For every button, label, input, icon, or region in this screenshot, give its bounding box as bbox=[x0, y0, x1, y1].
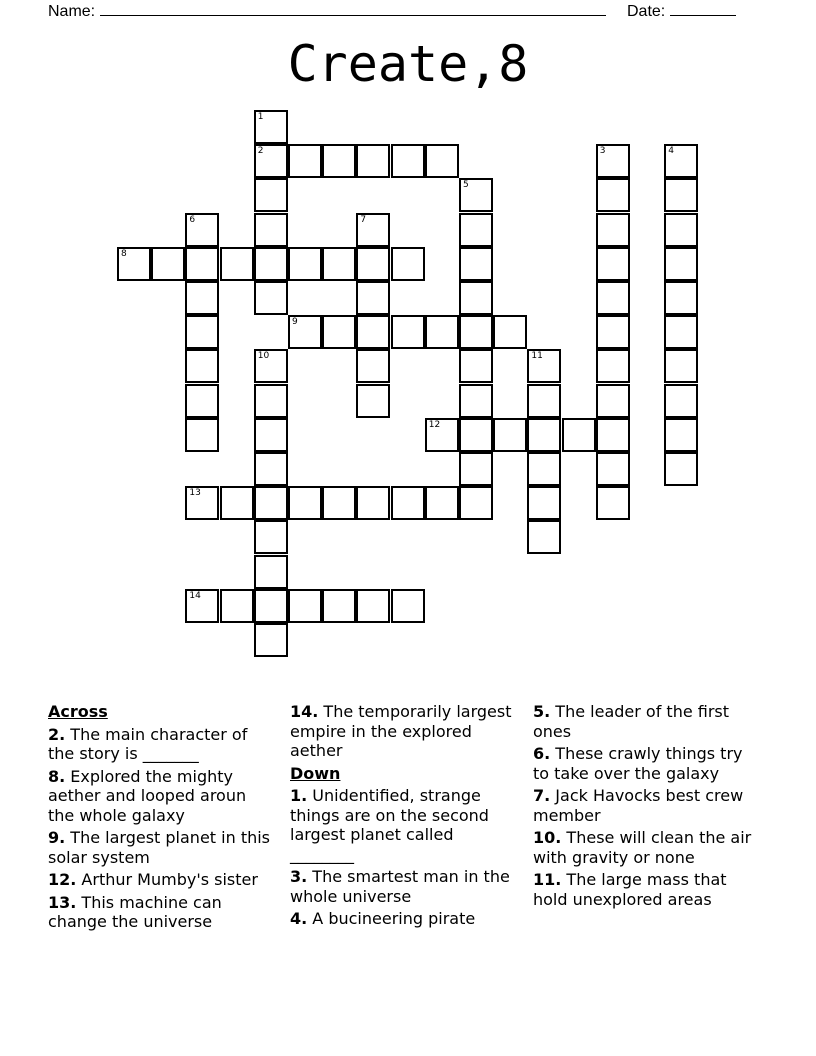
grid-cell[interactable] bbox=[322, 589, 356, 623]
grid-cell[interactable] bbox=[185, 281, 219, 315]
cell-number: 6 bbox=[189, 214, 196, 225]
grid-cell[interactable] bbox=[596, 281, 630, 315]
clue-item bbox=[48, 870, 273, 890]
grid-cell[interactable] bbox=[459, 486, 493, 520]
grid-cell[interactable] bbox=[459, 418, 493, 452]
clue-number: 10. bbox=[533, 828, 562, 847]
grid-cell[interactable] bbox=[288, 247, 322, 281]
clue-item bbox=[533, 744, 758, 783]
grid-cell[interactable] bbox=[391, 315, 425, 349]
clue-text: Jack Havocks best crew member bbox=[533, 786, 744, 825]
clue-number: 3. bbox=[290, 867, 308, 886]
cell-number: 8 bbox=[121, 248, 127, 259]
grid-cell[interactable] bbox=[527, 418, 561, 452]
clue-column-2 bbox=[290, 702, 520, 932]
clue-number: 14. bbox=[290, 702, 319, 721]
clue-item bbox=[533, 870, 758, 909]
cell-number: 4 bbox=[668, 146, 674, 157]
cell-number: 7 bbox=[360, 214, 367, 225]
grid-cell[interactable] bbox=[459, 384, 493, 418]
grid-cell[interactable] bbox=[664, 384, 698, 418]
clue-number: 1. bbox=[290, 786, 308, 805]
grid-cell[interactable] bbox=[322, 315, 356, 349]
clue-item bbox=[48, 767, 273, 826]
puzzle-title: Create,8 bbox=[287, 35, 529, 93]
cell-number: 2 bbox=[257, 146, 264, 157]
clue-text: The smartest man in the whole universe bbox=[290, 867, 510, 906]
cell-number: 13 bbox=[189, 488, 201, 499]
grid-cell[interactable] bbox=[664, 418, 698, 452]
clue-text: The temporarily largest empire in the explored aether bbox=[290, 702, 512, 760]
grid-cell[interactable] bbox=[151, 247, 185, 281]
grid-cell[interactable] bbox=[459, 178, 493, 212]
cell-number: 1 bbox=[257, 112, 264, 122]
grid-cell[interactable] bbox=[185, 418, 219, 452]
grid-cell[interactable] bbox=[356, 589, 390, 623]
grid-cell[interactable] bbox=[493, 418, 527, 452]
clue-number: 13. bbox=[48, 892, 77, 912]
grid-cell[interactable] bbox=[254, 452, 288, 486]
clue-text: The large mass that hold unexplored areas bbox=[533, 870, 727, 909]
grid-cell[interactable] bbox=[596, 178, 630, 212]
grid-cell[interactable] bbox=[254, 110, 288, 144]
grid-cell[interactable] bbox=[322, 486, 356, 520]
clue-item bbox=[290, 786, 520, 864]
clue-item bbox=[290, 702, 520, 761]
grid-cell[interactable] bbox=[425, 418, 459, 452]
grid-cell[interactable] bbox=[664, 213, 698, 247]
clue-column-1 bbox=[48, 702, 273, 935]
grid-cell[interactable] bbox=[664, 281, 698, 315]
grid-cell[interactable] bbox=[220, 589, 254, 623]
grid-cell[interactable] bbox=[185, 315, 219, 349]
grid-cell[interactable] bbox=[254, 281, 288, 315]
grid-cell[interactable] bbox=[185, 384, 219, 418]
clue-item bbox=[533, 702, 758, 741]
grid-cell[interactable] bbox=[254, 520, 288, 554]
grid-cell[interactable] bbox=[596, 247, 630, 281]
grid-cell[interactable] bbox=[664, 452, 698, 486]
grid-cell[interactable] bbox=[356, 486, 390, 520]
grid-cell[interactable] bbox=[391, 144, 425, 178]
grid-cell[interactable] bbox=[322, 247, 356, 281]
grid-cell[interactable] bbox=[459, 349, 493, 383]
grid-cell[interactable] bbox=[596, 349, 630, 383]
grid-cell[interactable] bbox=[459, 213, 493, 247]
grid-cell[interactable] bbox=[425, 486, 459, 520]
clue-number: 4. bbox=[290, 909, 308, 928]
grid-cell[interactable] bbox=[527, 384, 561, 418]
grid-cell[interactable] bbox=[562, 418, 596, 452]
clue-item bbox=[48, 893, 273, 932]
grid-cell[interactable] bbox=[391, 247, 425, 281]
grid-cell[interactable] bbox=[391, 589, 425, 623]
grid-cell[interactable] bbox=[596, 486, 630, 520]
clue-text: Explored the mighty aether and looped aroun the whole galaxy bbox=[48, 766, 247, 825]
grid-cell[interactable] bbox=[664, 247, 698, 281]
grid-cell[interactable] bbox=[596, 213, 630, 247]
grid-cell[interactable] bbox=[527, 486, 561, 520]
clue-text: This machine can change the universe bbox=[48, 892, 222, 931]
grid-cell[interactable] bbox=[322, 144, 356, 178]
grid-cell[interactable] bbox=[185, 247, 219, 281]
grid-cell[interactable] bbox=[391, 486, 425, 520]
grid-cell[interactable] bbox=[254, 349, 288, 383]
grid-cell[interactable] bbox=[493, 315, 527, 349]
grid-cell[interactable] bbox=[527, 452, 561, 486]
grid-cell[interactable] bbox=[288, 144, 322, 178]
grid-cell[interactable] bbox=[185, 486, 219, 520]
grid-cell[interactable] bbox=[425, 315, 459, 349]
grid-cell[interactable] bbox=[254, 418, 288, 452]
grid-cell[interactable] bbox=[220, 247, 254, 281]
clue-heading: Down bbox=[290, 763, 341, 783]
cell-number: 5 bbox=[463, 180, 469, 191]
clue-item bbox=[48, 725, 273, 764]
grid-cell[interactable] bbox=[425, 144, 459, 178]
grid-cell[interactable] bbox=[596, 144, 630, 178]
clue-number: 5. bbox=[533, 702, 551, 721]
name-label: Name: bbox=[48, 3, 96, 20]
date-label: Date: bbox=[627, 3, 666, 20]
grid-cell[interactable] bbox=[356, 384, 390, 418]
grid-cell[interactable] bbox=[356, 349, 390, 383]
grid-cell[interactable] bbox=[356, 144, 390, 178]
cell-number: 11 bbox=[531, 351, 543, 362]
clue-item bbox=[290, 867, 520, 906]
grid-cell[interactable] bbox=[254, 178, 288, 212]
cell-number: 12 bbox=[428, 419, 441, 430]
grid-cell[interactable] bbox=[459, 281, 493, 315]
clue-number: 9. bbox=[48, 828, 66, 847]
cell-number: 9 bbox=[292, 317, 298, 328]
cell-number: 14 bbox=[189, 590, 201, 601]
clue-number: 11. bbox=[533, 870, 562, 889]
grid-cell[interactable] bbox=[527, 349, 561, 383]
clue-item bbox=[533, 786, 758, 825]
grid-cell[interactable] bbox=[254, 144, 288, 178]
clue-text: The leader of the first ones bbox=[533, 702, 730, 741]
clue-item bbox=[48, 828, 273, 867]
clue-number: 8. bbox=[48, 766, 66, 786]
grid-cell[interactable] bbox=[356, 315, 390, 349]
clue-number: 6. bbox=[533, 744, 551, 763]
grid-cell[interactable] bbox=[254, 555, 288, 589]
grid-cell[interactable] bbox=[254, 486, 288, 520]
clue-text: These crawly things try to take over the galaxy bbox=[533, 744, 743, 783]
clue-text: The main character of the story is _______ bbox=[48, 724, 248, 763]
grid-cell[interactable] bbox=[254, 623, 288, 657]
grid-cell[interactable] bbox=[254, 589, 288, 623]
grid-cell[interactable] bbox=[527, 520, 561, 554]
grid-cell[interactable] bbox=[288, 315, 322, 349]
cell-number: 3 bbox=[599, 146, 606, 157]
grid-cell[interactable] bbox=[185, 589, 219, 623]
grid-cell[interactable] bbox=[356, 213, 390, 247]
grid-cell[interactable] bbox=[596, 418, 630, 452]
clue-number: 2. bbox=[48, 724, 66, 744]
clue-text: Arthur Mumby's sister bbox=[76, 870, 258, 889]
grid-cell[interactable] bbox=[117, 247, 151, 281]
clue-number: 7. bbox=[533, 786, 551, 805]
grid-cell[interactable] bbox=[254, 213, 288, 247]
grid-cell[interactable] bbox=[185, 213, 219, 247]
grid-cell[interactable] bbox=[459, 452, 493, 486]
grid-cell[interactable] bbox=[596, 452, 630, 486]
clue-number: 12. bbox=[48, 870, 77, 889]
clue-item bbox=[533, 828, 758, 867]
cell-number: 10 bbox=[257, 351, 270, 362]
grid-cell[interactable] bbox=[459, 247, 493, 281]
clue-text: A bucineering pirate bbox=[307, 909, 476, 928]
clue-text: Unidentified, strange things are on the second largest planet called ________ bbox=[290, 786, 489, 864]
clue-text: These will clean the air with gravity or none bbox=[533, 828, 752, 867]
grid-cell[interactable] bbox=[664, 144, 698, 178]
grid-cell[interactable] bbox=[356, 281, 390, 315]
grid-cell[interactable] bbox=[185, 349, 219, 383]
grid-cell[interactable] bbox=[664, 315, 698, 349]
clue-column-3 bbox=[533, 702, 758, 912]
clue-text: The largest planet in this solar system bbox=[48, 828, 271, 867]
grid-cell[interactable] bbox=[220, 486, 254, 520]
grid-cell[interactable] bbox=[459, 315, 493, 349]
grid-cell[interactable] bbox=[596, 384, 630, 418]
grid-cell[interactable] bbox=[356, 247, 390, 281]
grid-cell[interactable] bbox=[664, 178, 698, 212]
grid-cell[interactable] bbox=[254, 247, 288, 281]
grid-cell[interactable] bbox=[288, 486, 322, 520]
clue-item bbox=[290, 909, 520, 929]
grid-cell[interactable] bbox=[596, 315, 630, 349]
grid-cell[interactable] bbox=[288, 589, 322, 623]
clue-heading: Across bbox=[48, 702, 108, 721]
grid-cell[interactable] bbox=[664, 349, 698, 383]
grid-cell[interactable] bbox=[254, 384, 288, 418]
